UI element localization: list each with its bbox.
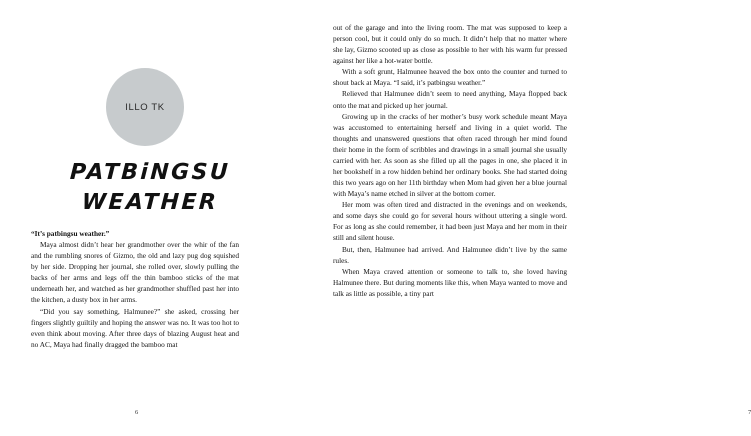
paragraph: With a soft grunt, Halmunee heaved the box onto the counter and turned to shout back at Maya. “I said, it’s patbingsu weather.” xyxy=(333,67,567,88)
paragraph: “It’s patbingsu weather.” xyxy=(31,229,110,238)
paragraph: Maya almost didn’t hear her grandmother over the whir of the fan and the rumbling snores of Gizmo, the old and lazy pug dog squished by her side. Dropping her journal, she rolled over, slowly pulling the backs of her arms and legs off the thin bamboo sticks of the mat underneath her, and watched as her grandmother shuffled past her into the kitchen, a dusty box in her arms. xyxy=(31,240,239,305)
paragraph: Relieved that Halmunee didn’t seem to need anything, Maya flopped back onto the mat and picked up her journal. xyxy=(333,89,567,110)
page-number-right: 7 xyxy=(748,409,751,416)
right-page-body-text xyxy=(333,22,567,299)
illustration-placeholder-label: ILLO TK xyxy=(125,101,165,113)
chapter-title-line-1: PATBiNGSU xyxy=(69,160,231,185)
chapter-title xyxy=(30,158,270,217)
paragraph: When Maya craved attention or someone to talk to, she loved having Halmunee there. But during moments like this, when Maya wanted to move and talk as little as possible, a tiny part xyxy=(333,266,567,298)
paragraph: Growing up in the cracks of her mother’s busy work schedule meant Maya was accustomed to entertaining herself and living in a quiet world. The thoughts and unanswered questions that often raced through her mind found their home in the form of scribbles and drawings in a small journal she usually carried with her. As soon as she filled up all the pages in one, she placed it in her bookshelf in a row hidden behind her ordinary books. She had started doing this two years ago on her 11th birthday when Mom had given her a blue journal with Maya’s name etched in silver at the bottom corner. xyxy=(333,111,567,199)
left-page xyxy=(0,0,300,436)
paragraph: out of the garage and into the living room. The mat was supposed to keep a person cool, but it could only do so much. It didn’t help that no matter where she lay, Gizmo scooted up as close as possible to her with his warm fur pressed against her like a hot-water bottle. xyxy=(333,23,567,66)
paragraph: But, then, Halmunee had arrived. And Halmunee didn’t live by the same rules. xyxy=(333,244,567,265)
paragraph: Her mom was often tired and distracted in the evenings and on weekends, and some days she could go for several hours without uttering a single word. For as long as she could remember, it had been just Maya and her mom in their still and silent house. xyxy=(333,200,567,243)
paragraph: “Did you say something, Halmunee?” she asked, crossing her fingers slightly guiltily and hoping the answer was no. It was too hot to even think about moving. After three days of blazing August heat and no AC, Maya had finally dragged the bamboo mat xyxy=(31,306,239,349)
left-page-body-text xyxy=(31,228,239,350)
right-page xyxy=(300,0,751,436)
illustration-placeholder-circle xyxy=(106,68,184,146)
chapter-title-line-2: WEATHER xyxy=(81,189,219,215)
page-number-left: 6 xyxy=(135,409,139,416)
